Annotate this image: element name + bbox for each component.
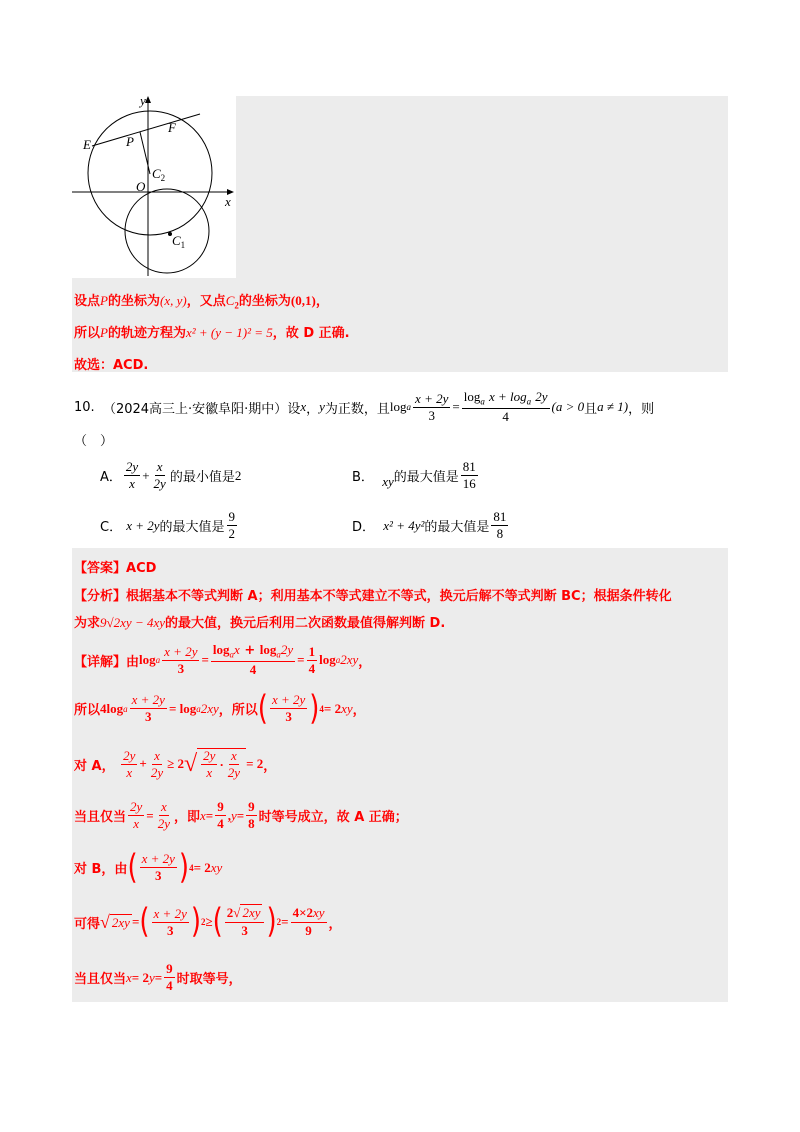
label-c1: $C_1$ [172, 233, 186, 250]
solution-background-top [236, 96, 728, 278]
detail-line-4: 当且仅当 $\frac{2y}{x}$ = $\frac{x}{2y}$ ，即 x = $\frac{9}{4}$ , y = $\frac{9}{8}$ 时等号成立，故 A 正确； [74, 799, 408, 832]
question-10-stem: 10. （2024高三上·安徽阜阳·期中） 设 x ， y 为正数，且 log a $\frac{x + 2y}{3}$ = $\frac{\log_a x + \log_a 2y}{4}$ (a > 0 且 a ≠ 1) ，则 [74, 389, 655, 425]
label-x: x [225, 194, 231, 209]
detail-line-2: 所以 4log a $\frac{x + 2y}{3}$ = log a 2xy ，所以 ( $\frac{x + 2y}{3}$ ) 4 = 2 xy ， [74, 689, 366, 729]
option-c: C． x + 2y 的最大值是 $\frac{9}{2}$ [100, 509, 236, 542]
label-c2: $C_2$ [152, 166, 166, 183]
y-axis-arrow [145, 96, 151, 103]
solution-line-p-coordinates: 设点P的坐标为(x, y)，又点$C_2$的坐标为(0,1)， [74, 293, 329, 311]
circle-c1 [125, 189, 209, 273]
label-e: E [83, 137, 91, 152]
question-10-paren: （ ） [74, 434, 114, 449]
detail-line-5: 对 B，由 ( $\frac{x + 2y}{3}$ ) 4 = 2 xy [74, 848, 223, 888]
option-a: A． $\frac{2y}{x}$ + $\frac{x}{2y}$ 的最小值是 2 [100, 459, 242, 492]
solution-line-trajectory: 所以P的轨迹方程为x² + (y − 1)² = 5，故 D 正确. [74, 325, 350, 341]
analysis-line-1: 【分析】根据基本不等式判断 A；利用基本不等式建立不等式，换元后解不等式判断 BC；根据条件转化 [74, 589, 672, 604]
detail-line-3: 对 A， $\frac{2y}{x}$ + $\frac{x}{2y}$ ≥ 2 √ $\frac{2y}{x}$ · $\frac{x}{2y}$ = 2 ， [74, 747, 277, 781]
label-p: P [126, 134, 134, 149]
label-o: O [136, 179, 146, 194]
chord-ef [92, 114, 200, 146]
solution-line-choice: 故选：ACD. [74, 358, 149, 373]
option-b: B． xy 的最大值是 $\frac{81}{16}$ [352, 459, 476, 492]
geometry-figure [72, 96, 236, 278]
label-y: y [140, 96, 146, 108]
analysis-line-2: 为求9√2xy − 4xy的最大值，换元后利用二次函数最值得解判断 D. [74, 615, 446, 631]
detail-line-6: 可得 √ 2xy = ( $\frac{x + 2y}{3}$ ) 2 ≥ ( $\frac{2√ 2xy}{3}$ ) 2 = $\frac{4\times 2xy}{9}$ ， [74, 902, 342, 942]
detail-line-7: 当且仅当 x = 2 y = $\frac{9}{4}$ 时取等号， [74, 961, 242, 994]
detail-line-1: 【详解】 由 log a $\frac{x + 2y}{3}$ = $\frac{\log_ax + \log_a2y}{4}$ = $\frac{1}{4}$ log a 2xy ， [74, 642, 372, 678]
option-d: D． x² + 4y² 的最大值是 $\frac{81}{8}$ [352, 509, 507, 542]
answer-line: 【答案】ACD [74, 561, 157, 576]
label-f: F [168, 120, 176, 135]
